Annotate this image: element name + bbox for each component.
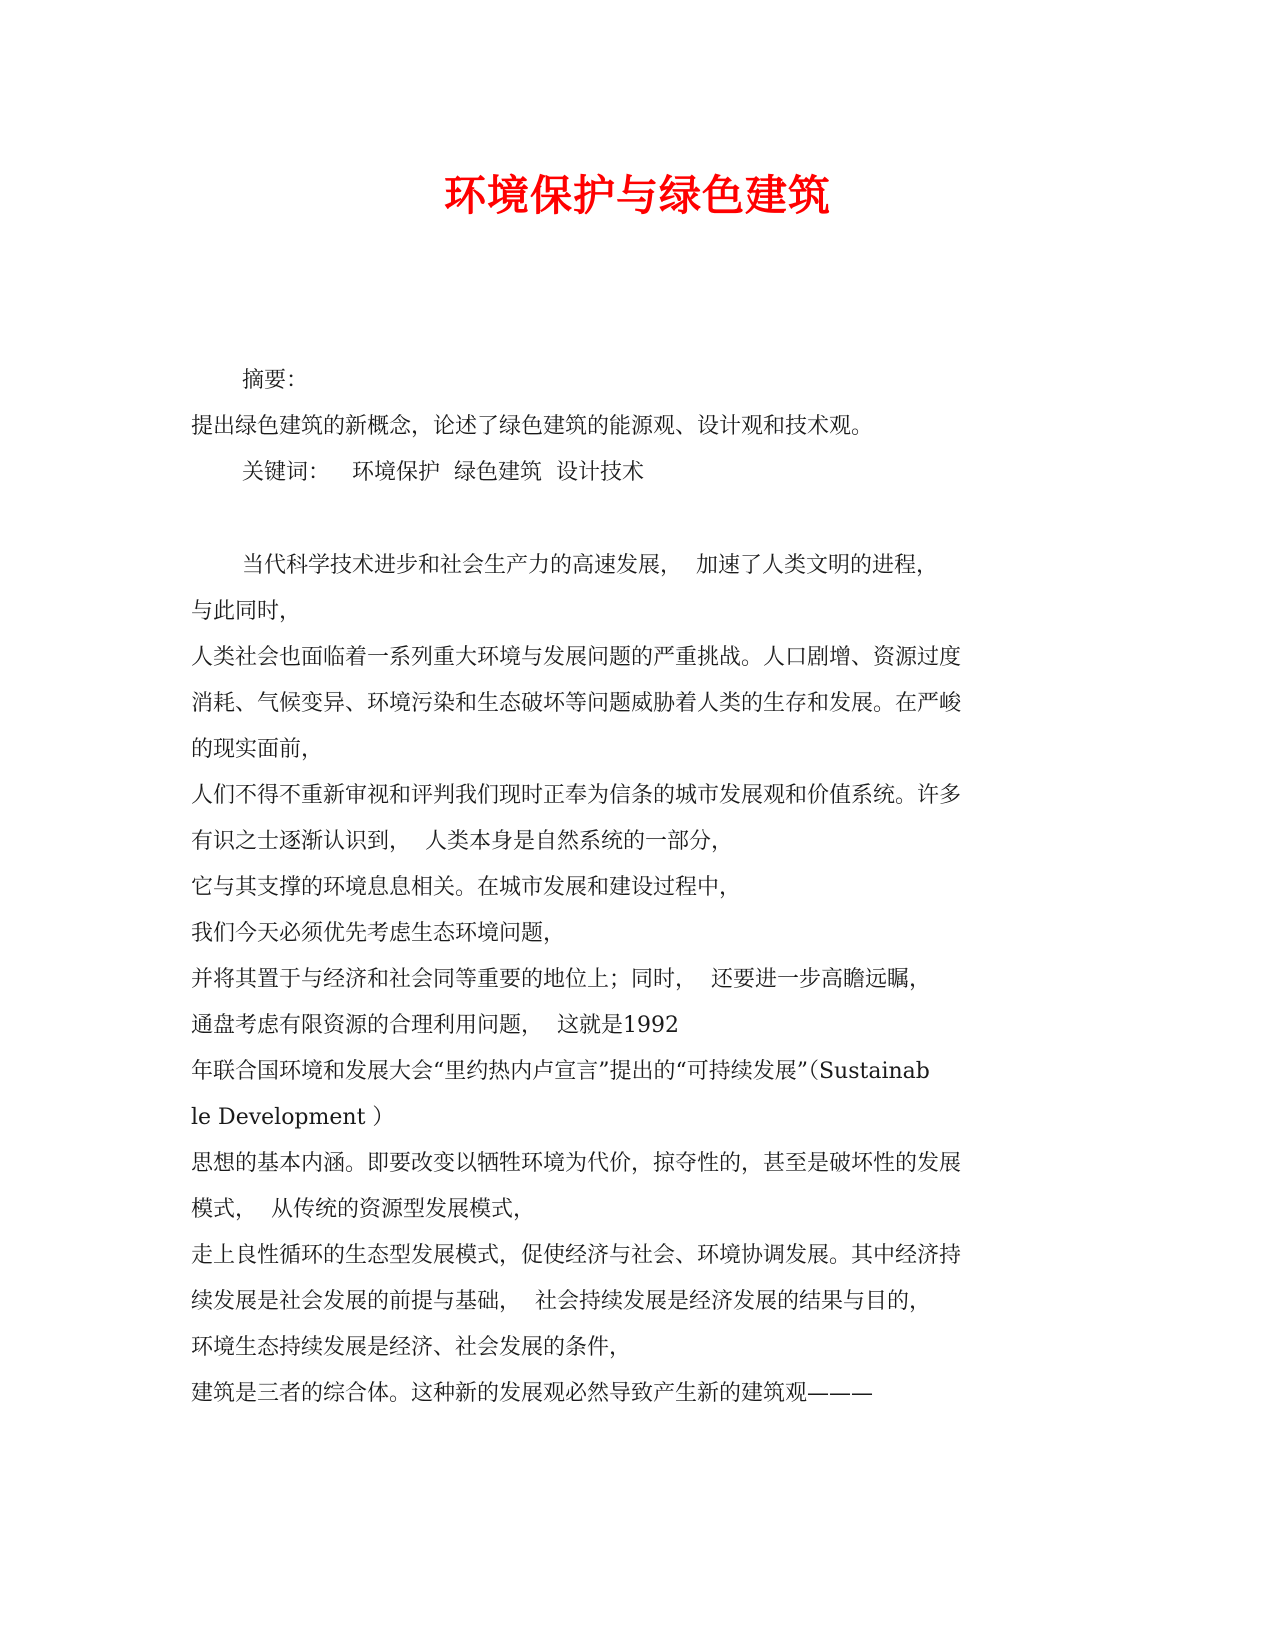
body-line: 环境生态持续发展是经济、社会发展的条件， bbox=[191, 1335, 632, 1360]
body-line: 通盘考虑有限资源的合理利用问题， 这就是1992 bbox=[191, 1013, 679, 1038]
body-line: 我们今天必须优先考虑生态环境问题， bbox=[191, 921, 566, 946]
body-line: 与此同时， bbox=[191, 599, 302, 624]
body-line: 续发展是社会发展的前提与基础， 社会持续发展是经济发展的结果与目的， bbox=[191, 1289, 931, 1314]
body-line: 当代科学技术进步和社会生产力的高速发展， 加速了人类文明的进程， bbox=[242, 553, 938, 578]
abstract-text: 提出绿色建筑的新概念，论述了绿色建筑的能源观、设计观和技术观。 bbox=[191, 414, 874, 439]
body-line: le Development ） bbox=[191, 1105, 395, 1130]
body-line: 人们不得不重新审视和评判我们现时正奉为信条的城市发展观和价值系统。许多 bbox=[191, 783, 962, 808]
body-line: 建筑是三者的综合体。这种新的发展观必然导致产生新的建筑观——— bbox=[191, 1381, 874, 1406]
body-line: 年联合国环境和发展大会“里约热内卢宣言”提出的“可持续发展”（Sustainab bbox=[191, 1059, 930, 1084]
keywords-list: 环境保护 绿色建筑 设计技术 bbox=[352, 460, 644, 485]
body-line: 思想的基本内涵。即要改变以牺牲环境为代价，掠夺性的，甚至是破坏性的发展 bbox=[191, 1151, 962, 1176]
body-line: 它与其支撑的环境息息相关。在城市发展和建设过程中， bbox=[191, 875, 742, 900]
keywords-line bbox=[242, 458, 1142, 488]
keywords-label: 关键词： bbox=[242, 460, 331, 485]
page-title: 环境保护与绿色建筑 bbox=[443, 171, 831, 220]
abstract-label: 摘要： bbox=[242, 368, 309, 393]
body-line: 走上良性循环的生态型发展模式，促使经济与社会、环境协调发展。其中经济持 bbox=[191, 1243, 962, 1268]
body-line: 模式， 从传统的资源型发展模式， bbox=[191, 1197, 535, 1222]
body-line: 并将其置于与经济和社会同等重要的地位上；同时， 还要进一步高瞻远瞩， bbox=[191, 967, 931, 992]
body-line: 消耗、气候变异、环境污染和生态破坏等问题威胁着人类的生存和发展。在严峻 bbox=[191, 691, 962, 716]
body-line: 的现实面前， bbox=[191, 737, 324, 762]
body-line: 有识之士逐渐认识到， 人类本身是自然系统的一部分， bbox=[191, 829, 733, 854]
body-line: 人类社会也面临着一系列重大环境与发展问题的严重挑战。人口剧增、资源过度 bbox=[191, 645, 962, 670]
